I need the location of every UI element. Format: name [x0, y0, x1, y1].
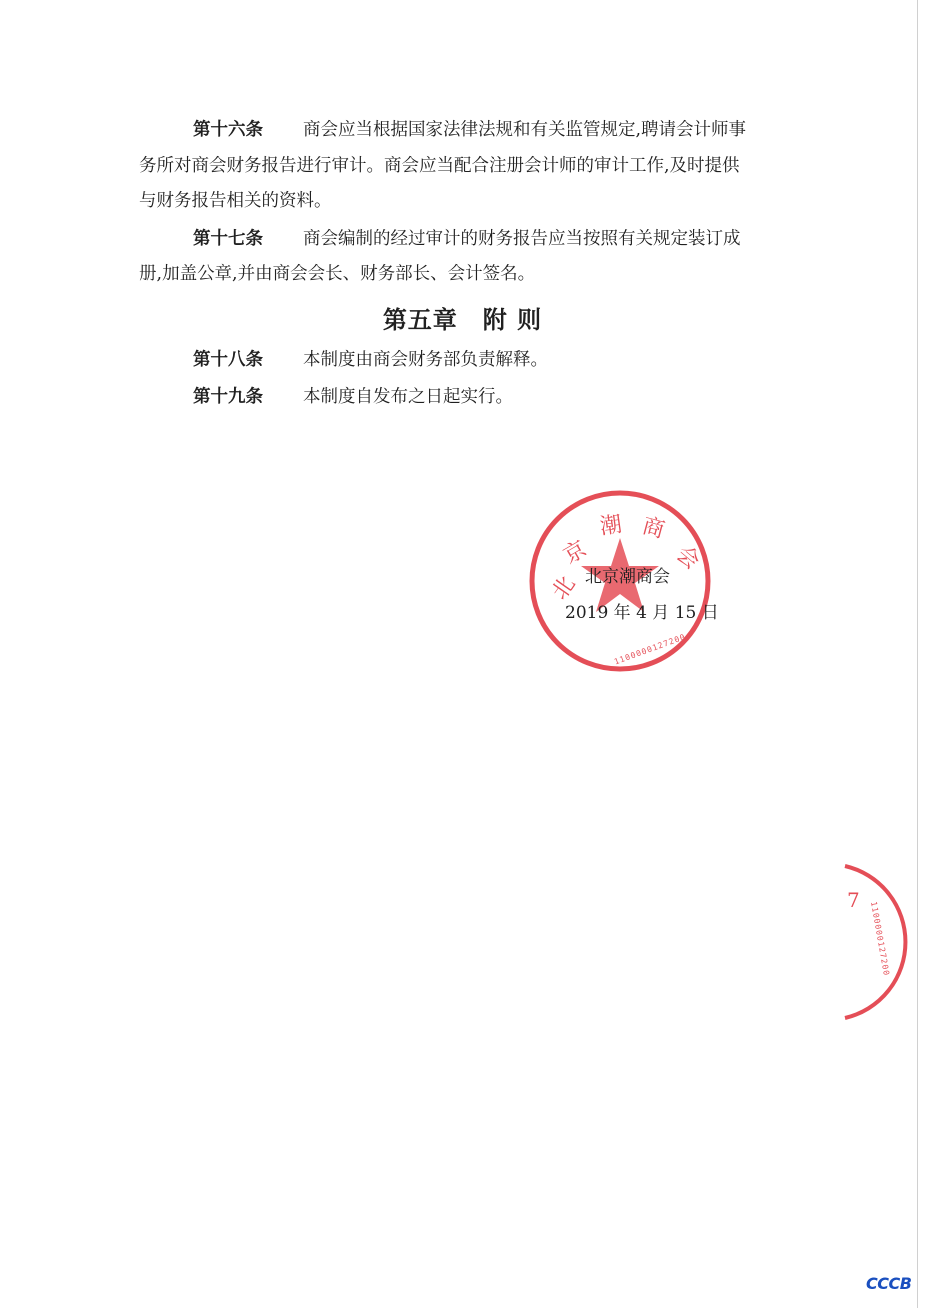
- article-19-label: 第十九条: [193, 387, 263, 407]
- article-16-line-2: [139, 149, 740, 183]
- cccb-logo: CCCB: [866, 1274, 912, 1293]
- article-16-line-3: [139, 184, 332, 218]
- article-17-text-2: 册,加盖公章,并由商会会长、财务部长、会计签名。: [139, 264, 536, 284]
- article-17-line-1: [193, 222, 741, 256]
- svg-text:7: 7: [847, 888, 860, 912]
- article-17-label: 第十七条: [193, 229, 263, 249]
- article-17-line-2: [139, 257, 535, 291]
- article-18-label: 第十八条: [193, 350, 263, 370]
- article-16-text-2: 务所对商会财务报告进行审计。商会应当配合注册会计师的审计工作,及时提供: [139, 156, 740, 176]
- article-19: [193, 380, 513, 414]
- partial-seal: [843, 862, 892, 1022]
- article-16-line-1: [193, 113, 746, 147]
- article-16-text-3: 与财务报告相关的资料。: [139, 191, 332, 211]
- svg-text:潮: 潮: [598, 512, 624, 540]
- svg-text:商: 商: [639, 513, 668, 544]
- article-19-text: 本制度自发布之日起实行。: [303, 387, 513, 407]
- svg-text:北: 北: [547, 572, 581, 605]
- partial-seal-number: 1100000127200: [869, 900, 892, 977]
- chapter-title: 第五章 附 则: [382, 305, 543, 334]
- svg-text:会: 会: [671, 541, 705, 575]
- article-16-text-1: 商会应当根据国家法律法规和有关监管规定,聘请会计师事: [303, 120, 747, 140]
- article-17-text-1: 商会编制的经过审计的财务报告应当按照有关规定装订成: [303, 229, 741, 249]
- seal-number: 1100000127200: [612, 632, 688, 667]
- signature-date: 2019 年 4 月 15 日: [565, 603, 719, 623]
- svg-text:京: 京: [559, 536, 592, 570]
- signature-org: 北京潮商会: [585, 567, 670, 587]
- page-edge-line: [917, 0, 918, 1308]
- article-18-text: 本制度由商会财务部负责解释。: [303, 350, 548, 370]
- article-16-label: 第十六条: [193, 120, 263, 140]
- article-18: [193, 343, 548, 377]
